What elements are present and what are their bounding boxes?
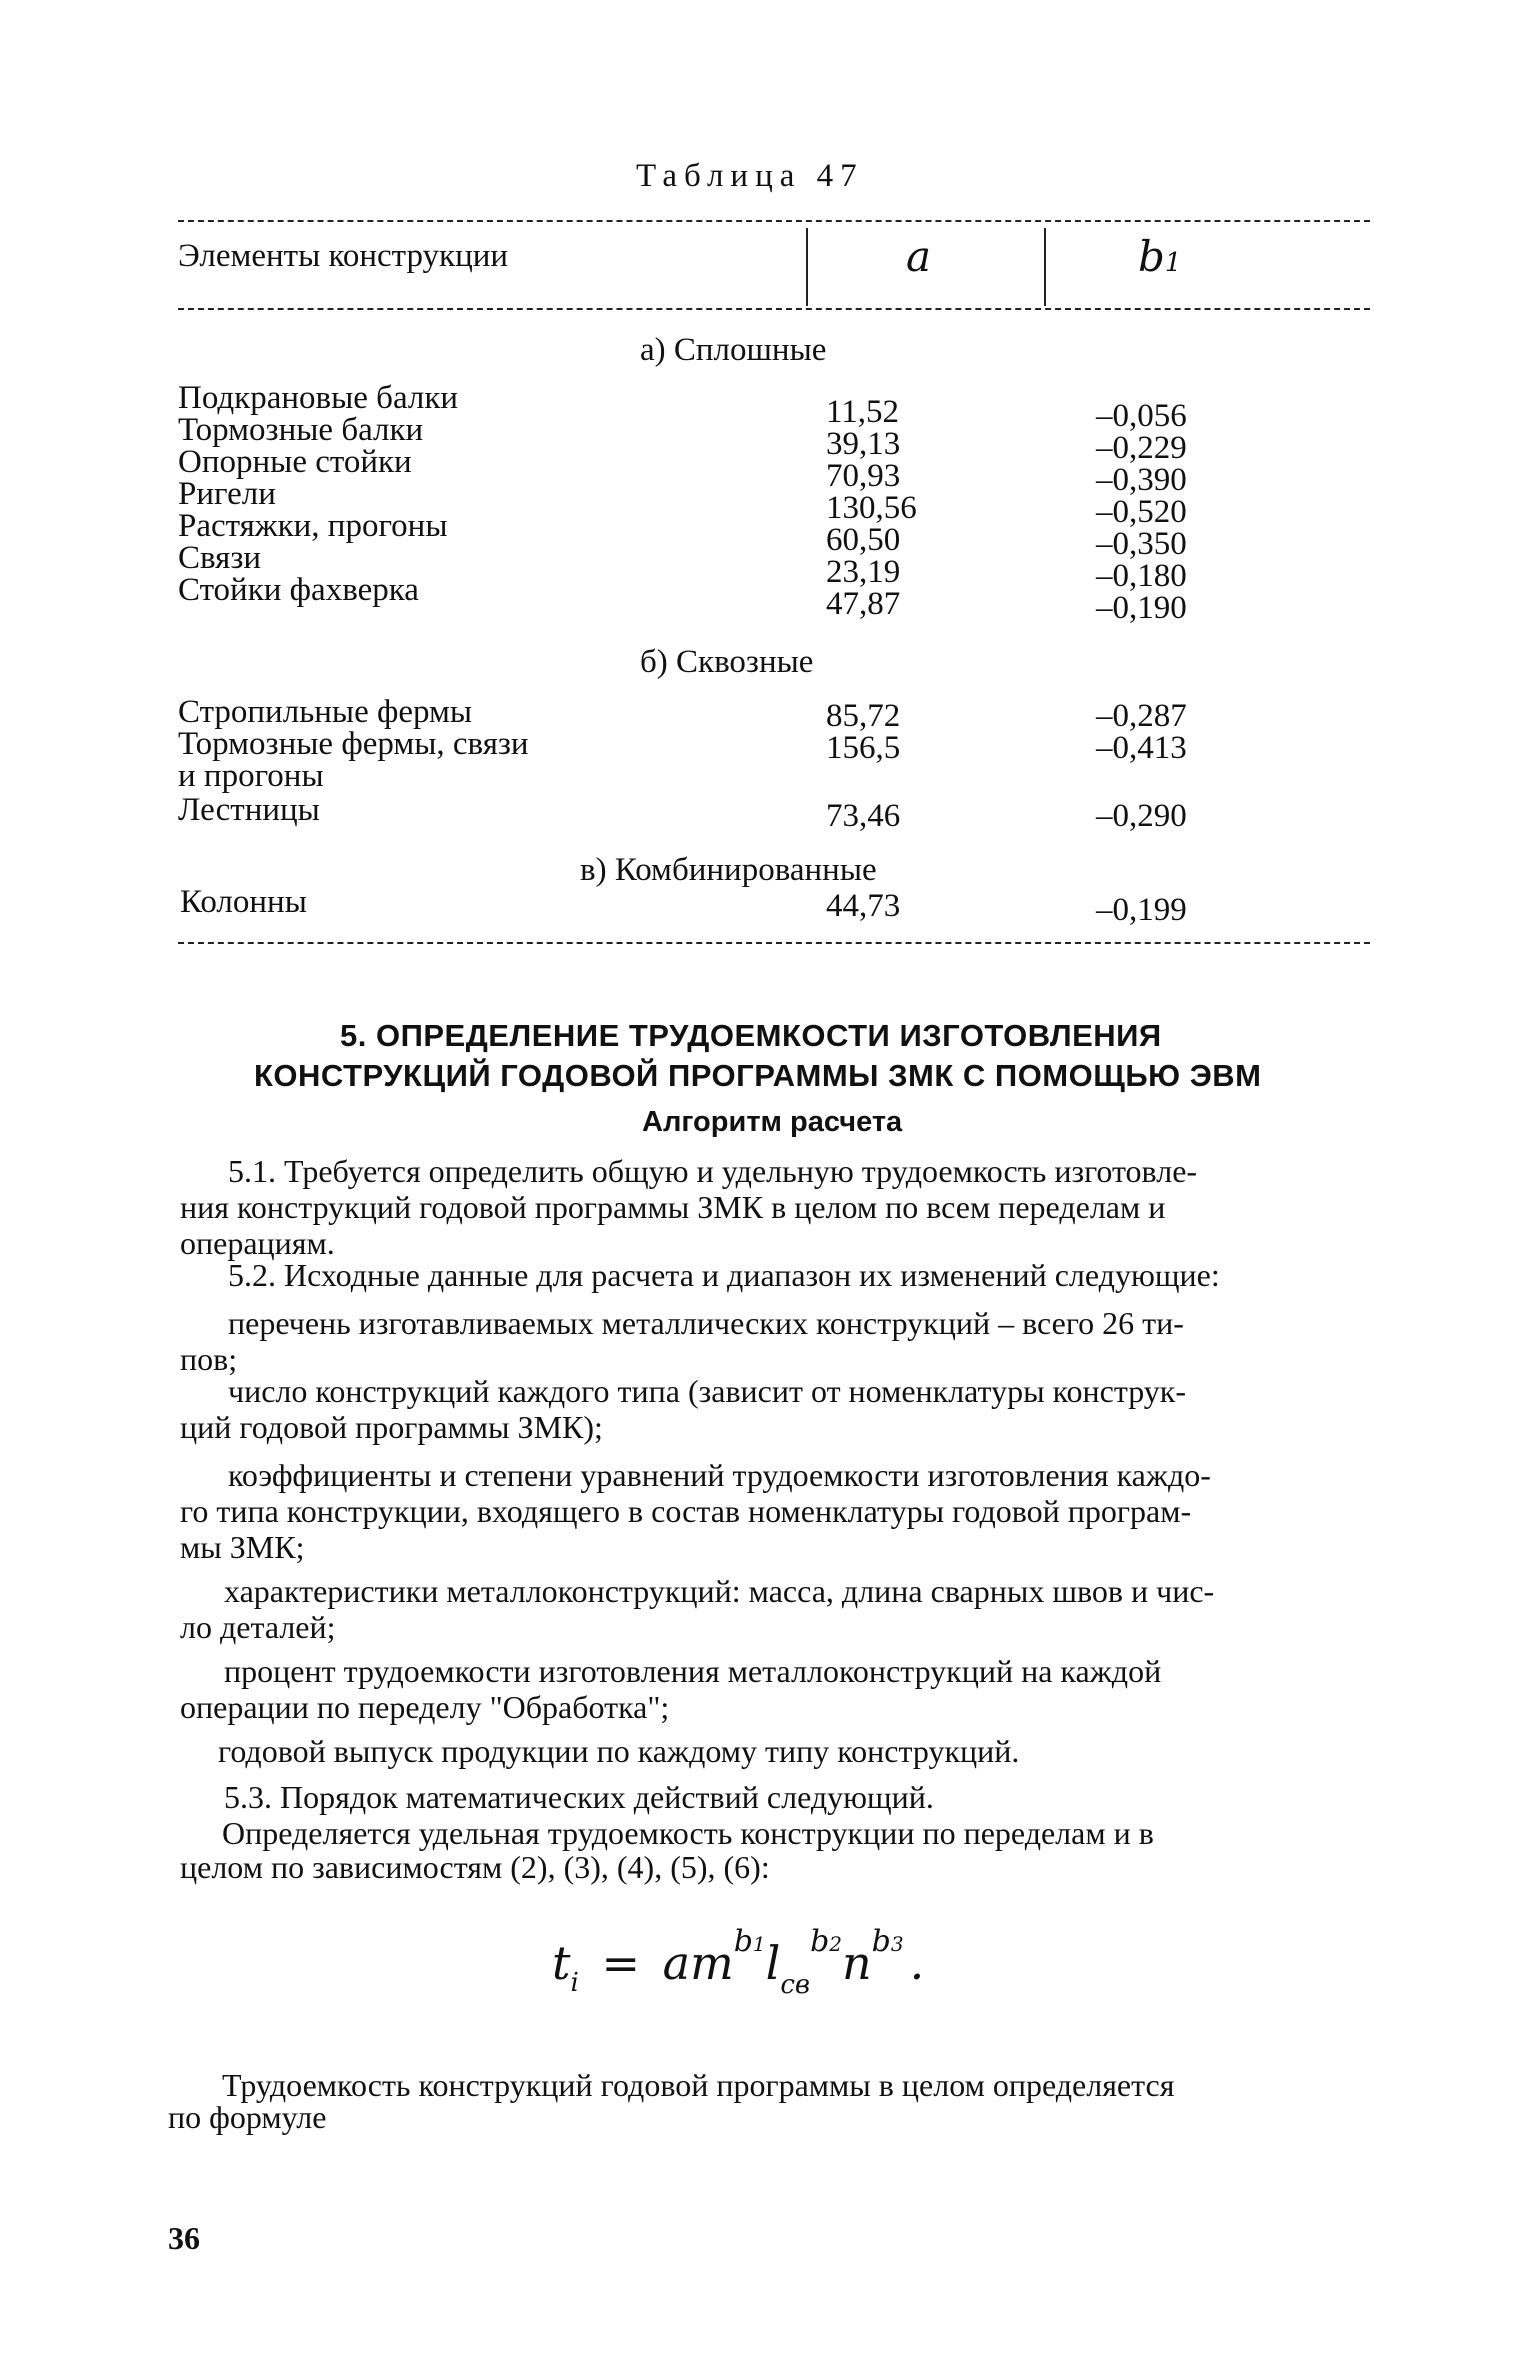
row-b-value: –0,180 bbox=[1096, 558, 1187, 594]
row-b-value: –0,190 bbox=[1096, 590, 1187, 626]
group-title: в) Комбинированные bbox=[580, 852, 877, 888]
table-bottom-rule bbox=[178, 942, 1370, 944]
closing-line: по формуле bbox=[168, 2099, 327, 2135]
row-name-continued: и прогоны bbox=[178, 758, 324, 794]
row-a-value: 85,72 bbox=[826, 698, 901, 734]
paragraph-5-3: 5.3. Порядок математических действий следующий. bbox=[224, 1779, 934, 1815]
list-item-line: операции по переделу "Обработка"; bbox=[180, 1689, 670, 1725]
row-a-value: 23,19 bbox=[826, 554, 901, 590]
list-item-line: пов; bbox=[180, 1341, 238, 1377]
header-elements: Элементы конструкции bbox=[178, 238, 509, 274]
table-top-rule bbox=[178, 220, 1370, 222]
row-a-value: 44,73 bbox=[826, 888, 901, 924]
list-item-line: коэффициенты и степени уравнений трудоемкости изготовления каждо- bbox=[228, 1457, 1211, 1493]
row-b-value: –0,390 bbox=[1096, 462, 1187, 498]
row-name: Растяжки, прогоны bbox=[178, 508, 448, 544]
row-b-value: –0,413 bbox=[1096, 730, 1187, 766]
row-name: Подкрановые балки bbox=[178, 380, 459, 416]
section-subtitle: Алгоритм расчета bbox=[642, 1106, 903, 1138]
row-a-value: 60,50 bbox=[826, 522, 901, 558]
row-b-value: –0,056 bbox=[1096, 398, 1187, 434]
row-a-value: 156,5 bbox=[826, 730, 901, 766]
table-caption: Таблица 47 bbox=[636, 158, 864, 194]
paragraph-5-1-line: операциям. bbox=[180, 1225, 335, 1261]
formula: $t_i = am^{b1}l_{св}^{b2}n^{b3}$ . bbox=[552, 1924, 925, 2000]
list-item-line: характеристики металлоконструкций: масса, длина сварных швов и чис- bbox=[224, 1573, 1215, 1609]
header-a: a bbox=[906, 232, 932, 281]
row-b-value: –0,287 bbox=[1096, 698, 1187, 734]
paragraph-5-3-line: Определяется удельная трудоемкость конструкции по переделам и в bbox=[222, 1815, 1154, 1851]
row-name: Ригели bbox=[178, 476, 276, 512]
row-a-value: 11,52 bbox=[826, 394, 900, 430]
row-a-value: 47,87 bbox=[826, 586, 901, 622]
row-name: Стропильные фермы bbox=[178, 694, 473, 730]
group-title: а) Сплошные bbox=[640, 332, 827, 368]
list-item-line: ций годовой программы ЗМК); bbox=[180, 1409, 603, 1445]
row-a-value: 73,46 bbox=[826, 798, 901, 834]
table-header-rule bbox=[178, 308, 1370, 310]
list-item-line: процент трудоемкости изготовления металлоконструкций на каждой bbox=[224, 1653, 1162, 1689]
list-item-line: мы ЗМК; bbox=[180, 1529, 305, 1565]
row-name: Тормозные фермы, связи bbox=[178, 726, 529, 762]
section-title-line1: 5. ОПРЕДЕЛЕНИЕ ТРУДОЕМКОСТИ ИЗГОТОВЛЕНИЯ bbox=[340, 1018, 1162, 1053]
closing-line: Трудоемкость конструкций годовой программы в целом определяется bbox=[222, 2067, 1175, 2103]
list-item-line: годовой выпуск продукции по каждому типу конструкций. bbox=[218, 1733, 1020, 1769]
paragraph-5-3-line: целом по зависимостям (2), (3), (4), (5), (6): bbox=[180, 1849, 770, 1885]
row-b-value: –0,350 bbox=[1096, 526, 1187, 562]
table-col-divider bbox=[806, 228, 808, 306]
section-title-line2: КОНСТРУКЦИЙ ГОДОВОЙ ПРОГРАММЫ ЗМК С ПОМОЩЬЮ ЭВМ bbox=[254, 1058, 1262, 1093]
row-b-value: –0,290 bbox=[1096, 798, 1187, 834]
row-name: Стойки фахверка bbox=[178, 572, 419, 608]
paragraph-5-2: 5.2. Исходные данные для расчета и диапазон их изменений следующие: bbox=[228, 1257, 1220, 1293]
row-b-value: –0,229 bbox=[1096, 430, 1187, 466]
row-a-value: 70,93 bbox=[826, 458, 901, 494]
row-b-value: –0,199 bbox=[1096, 892, 1187, 928]
row-name: Лестницы bbox=[178, 792, 320, 828]
group-title: б) Сквозные bbox=[640, 644, 814, 680]
list-item-line: го типа конструкции, входящего в состав номенклатуры годовой програм- bbox=[180, 1493, 1192, 1529]
table-col-divider bbox=[1044, 228, 1046, 306]
list-item-line: число конструкций каждого типа (зависит от номенклатуры конструк- bbox=[228, 1373, 1186, 1409]
row-name: Связи bbox=[178, 540, 262, 576]
header-b1: b1 bbox=[1138, 232, 1182, 281]
row-a-value: 39,13 bbox=[826, 426, 901, 462]
page-number: 36 bbox=[168, 2220, 200, 2256]
paragraph-5-1-line: 5.1. Требуется определить общую и удельную трудоемкость изготовле- bbox=[228, 1153, 1198, 1189]
row-b-value: –0,520 bbox=[1096, 494, 1187, 530]
row-name: Колонны bbox=[180, 884, 307, 920]
list-item-line: перечень изготавливаемых металлических конструкций – всего 26 ти- bbox=[228, 1305, 1184, 1341]
paragraph-5-1-line: ния конструкций годовой программы ЗМК в целом по всем переделам и bbox=[180, 1189, 1166, 1225]
row-a-value: 130,56 bbox=[826, 490, 917, 526]
list-item-line: ло деталей; bbox=[180, 1609, 336, 1645]
row-name: Опорные стойки bbox=[178, 444, 412, 480]
row-name: Тормозные балки bbox=[178, 412, 424, 448]
